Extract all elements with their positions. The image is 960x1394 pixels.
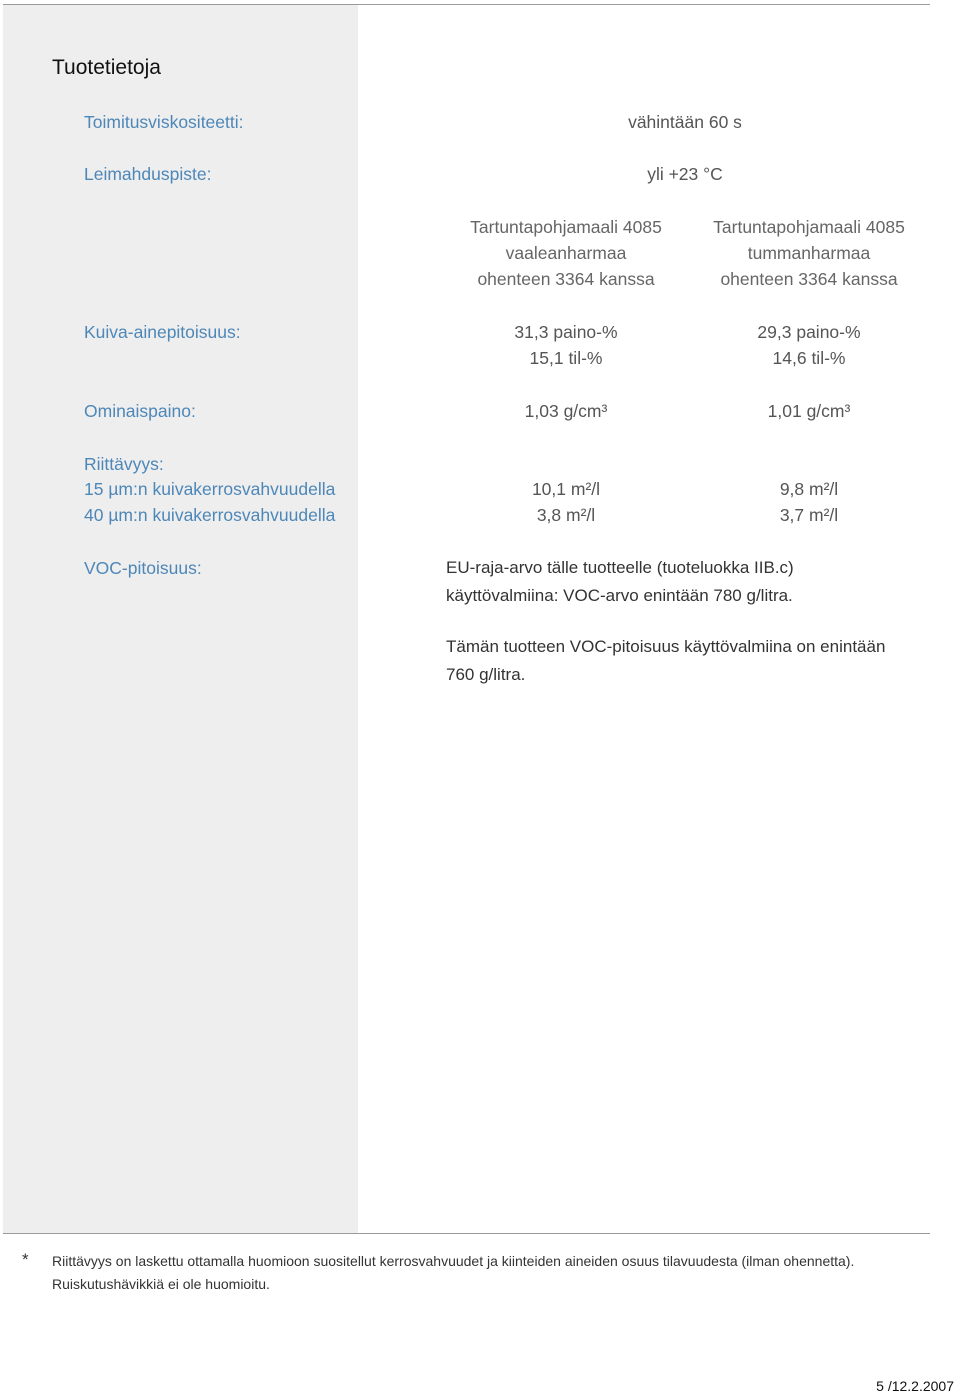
- label-ominaispaino: Ominaispaino:: [84, 401, 196, 421]
- voc-text-line1: EU-raja-arvo tälle tuotteelle (tuoteluokka IIB.c): [446, 558, 794, 577]
- col2-ominaispaino: 1,01 g/cm³: [767, 401, 851, 421]
- col2-header-line2: tummanharmaa: [747, 243, 871, 263]
- label-riittavyys: Riittävyys:: [84, 454, 164, 474]
- col1-ominaispaino: 1,03 g/cm³: [524, 401, 608, 421]
- label-panel: [3, 5, 358, 1233]
- col1-header-line3: ohenteen 3364 kanssa: [477, 269, 655, 289]
- col2-header-line3: ohenteen 3364 kanssa: [720, 269, 898, 289]
- section-title: Tuotetietoja: [52, 56, 161, 79]
- page-number: 5 /12.2.2007: [876, 1378, 954, 1394]
- footnote-marker: *: [22, 1250, 29, 1269]
- col2-riittavyys-40: 3,7 m²/l: [779, 505, 839, 525]
- voc-text-line2: käyttövalmiina: VOC-arvo enintään 780 g/litra.: [446, 586, 793, 605]
- label-toimitusviskositeetti: Toimitusviskositeetti:: [84, 112, 244, 132]
- footnote-line2: Ruiskutushävikkiä ei ole huomioitu.: [52, 1276, 270, 1292]
- col2-kuiva-aine-paino: 29,3 paino-%: [757, 322, 861, 342]
- value-toimitusviskositeetti: vähintään 60 s: [628, 112, 742, 132]
- voc-text-line4: 760 g/litra.: [446, 665, 526, 684]
- col1-riittavyys-15: 10,1 m²/l: [531, 479, 601, 499]
- col2-kuiva-aine-til: 14,6 til-%: [772, 348, 846, 368]
- label-leimahduspiste: Leimahduspiste:: [84, 164, 212, 184]
- col1-header-line2: vaaleanharmaa: [505, 243, 627, 263]
- label-voc-pitoisuus: VOC-pitoisuus:: [84, 558, 202, 578]
- label-riittavyys-40: 40 µm:n kuivakerrosvahvuudella: [84, 505, 336, 525]
- label-kuiva-ainepitoisuus: Kuiva-ainepitoisuus:: [84, 322, 241, 342]
- col1-header-line1: Tartuntapohjamaali 4085: [470, 217, 662, 237]
- col2-header-line1: Tartuntapohjamaali 4085: [713, 217, 905, 237]
- col1-kuiva-aine-paino: 31,3 paino-%: [514, 322, 618, 342]
- col2-riittavyys-15: 9,8 m²/l: [779, 479, 839, 499]
- value-leimahduspiste: yli +23 °C: [647, 164, 723, 184]
- voc-text-line3: Tämän tuotteen VOC-pitoisuus käyttövalmiina on enintään: [446, 637, 886, 656]
- col1-riittavyys-40: 3,8 m²/l: [536, 505, 596, 525]
- footnote-line1: Riittävyys on laskettu ottamalla huomioon suositellut kerrosvahvuudet ja kiinteiden aineiden osuus tilavuudesta (ilman ohennetta).: [52, 1253, 855, 1269]
- col1-kuiva-aine-til: 15,1 til-%: [529, 348, 603, 368]
- label-riittavyys-15: 15 µm:n kuivakerrosvahvuudella: [84, 479, 336, 499]
- bottom-rule: [3, 1233, 930, 1234]
